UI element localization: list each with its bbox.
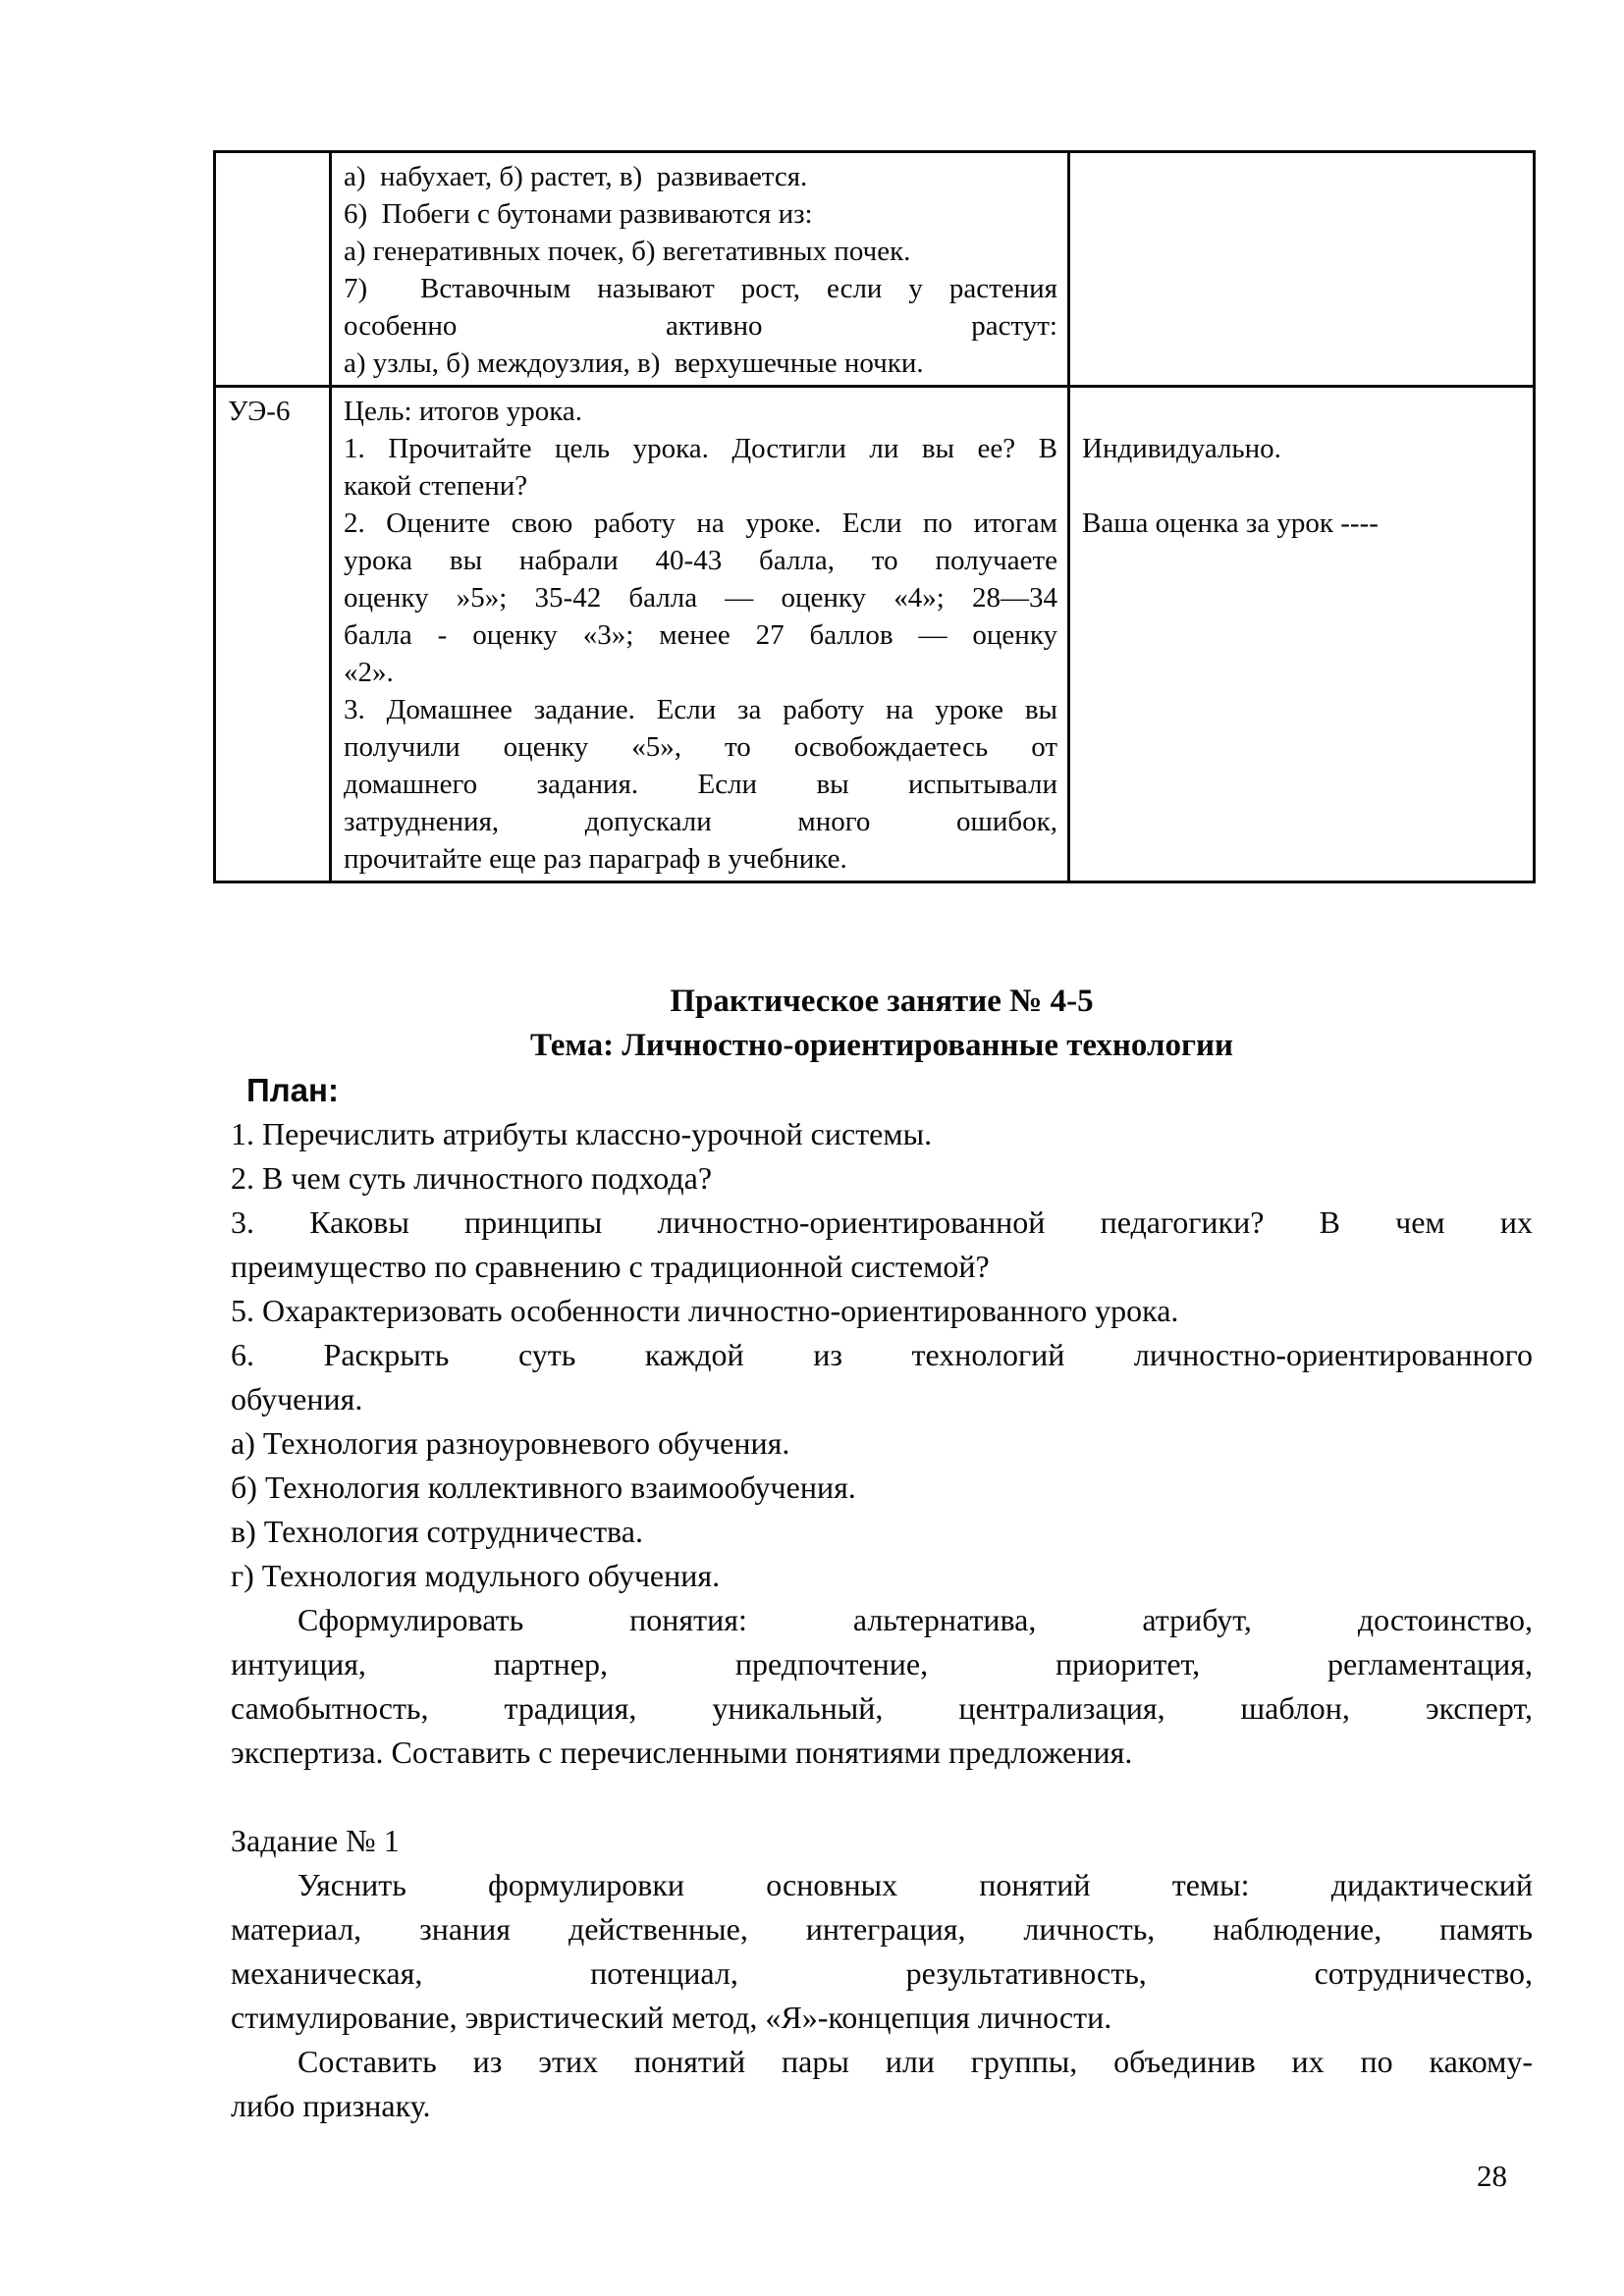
body-line: в) Технология сотрудничества. [231,1514,643,1549]
body-line: Составить из этих понятий пары или группы, объединив их по какому- [298,2044,1533,2079]
body-line: 1. Перечислить атрибуты классно-урочной системы. [231,1116,933,1151]
body-line: экспертиза. Составить с перечисленными понятиями предложения. [231,1735,1133,1770]
body-line [231,1775,1533,1819]
body-line: Уяснить формулировки основных понятий темы: дидактический [298,1867,1533,1902]
body-line: 5. Охарактеризовать особенности личностно-ориентированного урока. [231,1293,1179,1328]
section-subtitle: Тема: Личностно-ориентированные технологии [529,1028,1234,1063]
plan-label: План: [246,1072,339,1108]
content-line: 1. Прочитайте цель урока. Достигли ли вы ее? В [344,433,1057,464]
content-line: 2. Оцените свою работу на уроке. Если по итогам [344,507,1057,539]
content-line: 7) Вставочным называют рост, если у растения [344,273,1057,304]
content-line: а) узлы, б) междоузлия, в) верхушечные ночки. [344,347,924,379]
body-line: 3. Каковы принципы личностно-ориентированной педагогики? В чем их [231,1204,1533,1240]
notes-line: Индивидуально. [1082,433,1281,464]
module-label-cell [215,152,331,387]
module-table [213,150,1536,883]
content-line: оценку »5»; 35-42 балла — оценку «4»; 28—34 [344,582,1057,614]
body-line: интуиция, партнер, предпочтение, приоритет, регламентация, [231,1646,1533,1682]
content-line: балла - оценку «3»; менее 27 баллов — оценку [344,619,1057,651]
body-line: стимулирование, эвристический метод, «Я»-концепция личности. [231,2000,1112,2035]
body-line: Задание № 1 [231,1823,400,1858]
module-notes-cell [1069,152,1535,387]
content-line: особенно активно растут: [344,310,1057,342]
module-label-cell [215,387,331,882]
table-row-continuation [215,152,1535,387]
body-text [231,1112,1533,2128]
content-line: прочитайте еще раз параграф в учебнике. [344,843,847,875]
body-line: 2. В чем суть личностного подхода? [231,1160,713,1196]
body-line: обучения. [231,1381,363,1416]
body-line: 6. Раскрыть суть каждой из технологий личностно-ориентированного [231,1337,1533,1372]
body-line: материал, знания действенные, интеграция, личность, наблюдение, память [231,1911,1533,1947]
content-line: 6) Побеги с бутонами развиваются из: [344,198,813,230]
body-line: Сформулировать понятия: альтернатива, атрибут, достоинство, [298,1602,1533,1637]
body-line: самобытность, традиция, уникальный, централизация, шаблон, эксперт, [231,1690,1533,1726]
content-line: урока вы набрали 40-43 балла, то получаете [344,545,1057,576]
table-row-ue6 [215,387,1535,882]
lesson-section [231,980,1533,2128]
content-line: какой степени? [344,470,528,502]
content-line: а) набухает, б) растет, в) развивается. [344,161,808,192]
content-line: домашнего задания. Если вы испытывали [344,769,1057,800]
module-label: УЭ-6 [228,396,291,427]
content-line: 3. Домашнее задание. Если за работу на уроке вы [344,694,1057,725]
module-content-cell [331,152,1069,387]
page-number: 28 [1477,2159,1507,2193]
module-content-cell [331,387,1069,882]
notes-line [1082,393,1523,430]
notes-line: Ваша оценка за урок ---- [1082,507,1379,539]
body-line: механическая, потенциал, результативность, сотрудничество, [231,1955,1533,1991]
content-line: а) генеративных почек, б) вегетативных почек. [344,236,911,267]
body-line: а) Технология разноуровневого обучения. [231,1425,790,1461]
content-line: Цель: итогов урока. [344,396,583,427]
content-line: получили оценку «5», то освобождаетесь от [344,731,1057,763]
section-title: Практическое занятие № 4-5 [670,984,1094,1019]
body-line: либо признаку. [231,2088,431,2123]
body-line: г) Технология модульного обучения. [231,1558,721,1593]
body-line: б) Технология коллективного взаимообучения. [231,1469,856,1505]
content-line: затруднения, допускали много ошибок, [344,806,1057,837]
module-notes-cell [1069,387,1535,882]
body-line: преимущество по сравнению с традиционной системой? [231,1249,990,1284]
content-line: «2». [344,657,394,688]
notes-line [1082,467,1523,505]
